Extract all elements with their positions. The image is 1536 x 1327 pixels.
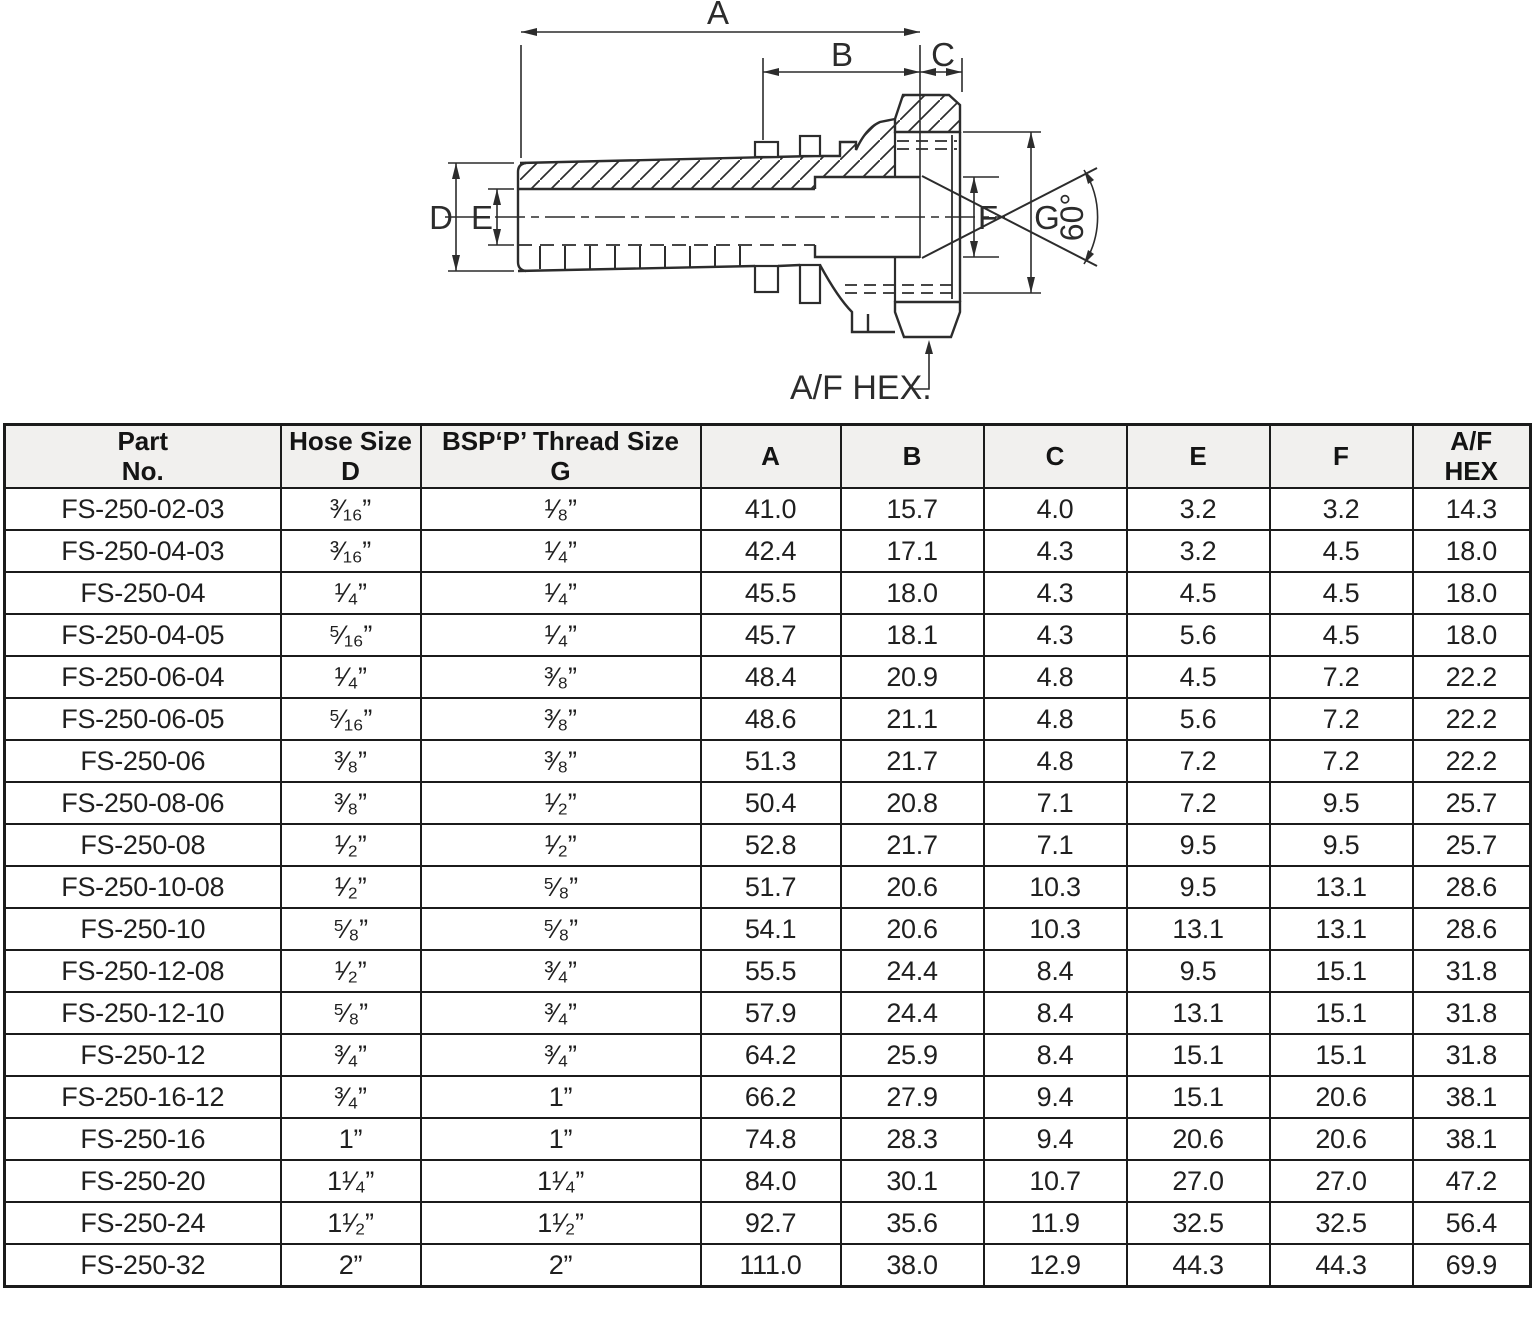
value-cell: 27.0 xyxy=(1127,1160,1270,1202)
part-number-cell: FS-250-08 xyxy=(5,824,281,866)
value-cell: ¹⁄₄” xyxy=(421,572,701,614)
value-cell: 4.3 xyxy=(984,530,1127,572)
dim-label-d: D xyxy=(429,199,453,236)
value-cell: 3.2 xyxy=(1127,530,1270,572)
table-row xyxy=(5,824,1531,866)
part-number-cell: FS-250-02-03 xyxy=(5,488,281,530)
value-cell: 66.2 xyxy=(701,1076,841,1118)
part-number-cell: FS-250-20 xyxy=(5,1160,281,1202)
value-cell: 1” xyxy=(421,1076,701,1118)
dim-label-f: F xyxy=(977,199,999,236)
value-cell: 2” xyxy=(421,1244,701,1287)
value-cell: 50.4 xyxy=(701,782,841,824)
value-cell: 28.6 xyxy=(1413,866,1531,908)
dim-label-c: C xyxy=(931,36,955,73)
value-cell: 13.1 xyxy=(1270,866,1413,908)
table-row xyxy=(5,950,1531,992)
value-cell: 18.0 xyxy=(841,572,984,614)
value-cell: 13.1 xyxy=(1127,908,1270,950)
dim-label-g: G xyxy=(1034,199,1060,236)
column-header: Hose Size D xyxy=(281,425,421,489)
value-cell: 3.2 xyxy=(1270,488,1413,530)
value-cell: 48.6 xyxy=(701,698,841,740)
value-cell: ¹⁄₄” xyxy=(281,656,421,698)
part-number-cell: FS-250-08-06 xyxy=(5,782,281,824)
value-cell: 21.1 xyxy=(841,698,984,740)
part-number-cell: FS-250-06 xyxy=(5,740,281,782)
value-cell: ³⁄₈” xyxy=(421,740,701,782)
value-cell: 64.2 xyxy=(701,1034,841,1076)
value-cell: 45.5 xyxy=(701,572,841,614)
column-header: A xyxy=(701,425,841,489)
part-number-cell: FS-250-24 xyxy=(5,1202,281,1244)
value-cell: 21.7 xyxy=(841,740,984,782)
cone-angle-label: 60° xyxy=(1054,192,1090,242)
value-cell: 38.1 xyxy=(1413,1076,1531,1118)
value-cell: 30.1 xyxy=(841,1160,984,1202)
value-cell: ³⁄₄” xyxy=(421,1034,701,1076)
column-header: F xyxy=(1270,425,1413,489)
value-cell: 13.1 xyxy=(1127,992,1270,1034)
column-header: Part No. xyxy=(5,425,281,489)
value-cell: 69.9 xyxy=(1413,1244,1531,1287)
value-cell: 42.4 xyxy=(701,530,841,572)
value-cell: 7.1 xyxy=(984,782,1127,824)
value-cell: 28.6 xyxy=(1413,908,1531,950)
value-cell: ⁵⁄₈” xyxy=(421,908,701,950)
parts-dimension-table xyxy=(3,423,1532,1288)
value-cell: 74.8 xyxy=(701,1118,841,1160)
part-number-cell: FS-250-06-05 xyxy=(5,698,281,740)
value-cell: 47.2 xyxy=(1413,1160,1531,1202)
value-cell: 4.5 xyxy=(1270,572,1413,614)
value-cell: ⁵⁄₈” xyxy=(281,992,421,1034)
value-cell: 8.4 xyxy=(984,1034,1127,1076)
value-cell: 56.4 xyxy=(1413,1202,1531,1244)
dimension-arrowheads xyxy=(452,28,1094,354)
value-cell: 20.9 xyxy=(841,656,984,698)
value-cell: 7.2 xyxy=(1270,740,1413,782)
value-cell: 9.4 xyxy=(984,1118,1127,1160)
value-cell: 24.4 xyxy=(841,992,984,1034)
value-cell: 2” xyxy=(281,1244,421,1287)
value-cell: 45.7 xyxy=(701,614,841,656)
value-cell: 7.2 xyxy=(1127,782,1270,824)
part-number-cell: FS-250-12 xyxy=(5,1034,281,1076)
part-number-cell: FS-250-10 xyxy=(5,908,281,950)
dim-label-b: B xyxy=(830,36,854,73)
table-row xyxy=(5,656,1531,698)
value-cell: 44.3 xyxy=(1270,1244,1413,1287)
value-cell: 7.2 xyxy=(1270,698,1413,740)
column-header: B xyxy=(841,425,984,489)
value-cell: 55.5 xyxy=(701,950,841,992)
table-row xyxy=(5,908,1531,950)
value-cell: 25.7 xyxy=(1413,824,1531,866)
column-header: E xyxy=(1127,425,1270,489)
value-cell: 11.9 xyxy=(984,1202,1127,1244)
value-cell: 4.8 xyxy=(984,740,1127,782)
value-cell: ⁵⁄₈” xyxy=(281,908,421,950)
table-row xyxy=(5,992,1531,1034)
value-cell: 10.3 xyxy=(984,908,1127,950)
value-cell: ¹⁄₈” xyxy=(421,488,701,530)
value-cell: 4.8 xyxy=(984,698,1127,740)
table-row xyxy=(5,1034,1531,1076)
part-number-cell: FS-250-12-08 xyxy=(5,950,281,992)
part-number-cell: FS-250-04-05 xyxy=(5,614,281,656)
value-cell: ³⁄₁₆” xyxy=(281,488,421,530)
value-cell: 9.5 xyxy=(1270,782,1413,824)
value-cell: 5.6 xyxy=(1127,614,1270,656)
table-row xyxy=(5,1160,1531,1202)
value-cell: 57.9 xyxy=(701,992,841,1034)
value-cell: 48.4 xyxy=(701,656,841,698)
value-cell: 10.7 xyxy=(984,1160,1127,1202)
value-cell: 18.1 xyxy=(841,614,984,656)
value-cell: 22.2 xyxy=(1413,698,1531,740)
value-cell: ³⁄₄” xyxy=(281,1034,421,1076)
nut-outline xyxy=(895,302,960,337)
value-cell: 8.4 xyxy=(984,992,1127,1034)
table-header-row xyxy=(5,425,1531,489)
value-cell: 31.8 xyxy=(1413,950,1531,992)
value-cell: 3.2 xyxy=(1127,488,1270,530)
value-cell: 1¹⁄₄” xyxy=(281,1160,421,1202)
value-cell: 15.7 xyxy=(841,488,984,530)
value-cell: ³⁄₁₆” xyxy=(281,530,421,572)
value-cell: ⁵⁄₁₆” xyxy=(281,698,421,740)
value-cell: 18.0 xyxy=(1413,530,1531,572)
value-cell: 7.2 xyxy=(1270,656,1413,698)
af-hex-label: A/F HEX. xyxy=(790,369,932,407)
value-cell: 15.1 xyxy=(1270,992,1413,1034)
value-cell: ³⁄₈” xyxy=(281,782,421,824)
value-cell: 31.8 xyxy=(1413,992,1531,1034)
value-cell: ³⁄₄” xyxy=(421,950,701,992)
table-row xyxy=(5,1118,1531,1160)
value-cell: 38.1 xyxy=(1413,1118,1531,1160)
value-cell: 7.2 xyxy=(1127,740,1270,782)
value-cell: ¹⁄₂” xyxy=(281,866,421,908)
value-cell: ¹⁄₄” xyxy=(421,614,701,656)
value-cell: ³⁄₄” xyxy=(281,1076,421,1118)
value-cell: 14.3 xyxy=(1413,488,1531,530)
value-cell: 4.5 xyxy=(1270,530,1413,572)
table-row xyxy=(5,488,1531,530)
value-cell: 4.5 xyxy=(1127,572,1270,614)
value-cell: 9.5 xyxy=(1127,866,1270,908)
barb-serrations xyxy=(540,246,740,269)
value-cell: 15.1 xyxy=(1127,1034,1270,1076)
value-cell: 20.6 xyxy=(841,866,984,908)
value-cell: ¹⁄₂” xyxy=(281,950,421,992)
value-cell: 20.6 xyxy=(1270,1076,1413,1118)
value-cell: 111.0 xyxy=(701,1244,841,1287)
value-cell: 9.4 xyxy=(984,1076,1127,1118)
value-cell: 54.1 xyxy=(701,908,841,950)
value-cell: ⁵⁄₈” xyxy=(421,866,701,908)
value-cell: 4.5 xyxy=(1270,614,1413,656)
value-cell: 1¹⁄₂” xyxy=(281,1202,421,1244)
value-cell: 20.6 xyxy=(841,908,984,950)
value-cell: 32.5 xyxy=(1127,1202,1270,1244)
value-cell: 18.0 xyxy=(1413,614,1531,656)
table-row xyxy=(5,1244,1531,1287)
value-cell: 20.6 xyxy=(1270,1118,1413,1160)
column-header: C xyxy=(984,425,1127,489)
column-header: BSP‘P’ Thread Size G xyxy=(421,425,701,489)
part-number-cell: FS-250-16 xyxy=(5,1118,281,1160)
value-cell: 44.3 xyxy=(1127,1244,1270,1287)
part-number-cell: FS-250-06-04 xyxy=(5,656,281,698)
value-cell: 7.1 xyxy=(984,824,1127,866)
value-cell: 4.0 xyxy=(984,488,1127,530)
value-cell: 13.1 xyxy=(1270,908,1413,950)
dim-label-a: A xyxy=(706,0,730,31)
table-row xyxy=(5,614,1531,656)
table-row xyxy=(5,740,1531,782)
value-cell: 1” xyxy=(281,1118,421,1160)
value-cell: 5.6 xyxy=(1127,698,1270,740)
value-cell: 32.5 xyxy=(1270,1202,1413,1244)
value-cell: 20.6 xyxy=(1127,1118,1270,1160)
value-cell: 25.7 xyxy=(1413,782,1531,824)
value-cell: 84.0 xyxy=(701,1160,841,1202)
value-cell: 24.4 xyxy=(841,950,984,992)
value-cell: ¹⁄₂” xyxy=(421,824,701,866)
value-cell: 21.7 xyxy=(841,824,984,866)
value-cell: ¹⁄₄” xyxy=(281,572,421,614)
value-cell: 10.3 xyxy=(984,866,1127,908)
value-cell: ¹⁄₂” xyxy=(421,782,701,824)
value-cell: 27.0 xyxy=(1270,1160,1413,1202)
value-cell: 1” xyxy=(421,1118,701,1160)
table-row xyxy=(5,782,1531,824)
value-cell: 4.3 xyxy=(984,614,1127,656)
value-cell: ³⁄₈” xyxy=(421,698,701,740)
value-cell: ³⁄₈” xyxy=(421,656,701,698)
value-cell: 15.1 xyxy=(1127,1076,1270,1118)
fitting-technical-drawing xyxy=(0,0,1536,421)
table-row xyxy=(5,572,1531,614)
value-cell: 8.4 xyxy=(984,950,1127,992)
value-cell: 52.8 xyxy=(701,824,841,866)
value-cell: 12.9 xyxy=(984,1244,1127,1287)
value-cell: 51.3 xyxy=(701,740,841,782)
table-row xyxy=(5,530,1531,572)
value-cell: 4.5 xyxy=(1127,656,1270,698)
value-cell: 35.6 xyxy=(841,1202,984,1244)
value-cell: ¹⁄₂” xyxy=(281,824,421,866)
value-cell: 41.0 xyxy=(701,488,841,530)
value-cell: ³⁄₈” xyxy=(281,740,421,782)
technical-drawing-section xyxy=(0,0,1536,421)
column-header: A/F HEX xyxy=(1413,425,1531,489)
part-number-cell: FS-250-10-08 xyxy=(5,866,281,908)
value-cell: 18.0 xyxy=(1413,572,1531,614)
part-number-cell: FS-250-04-03 xyxy=(5,530,281,572)
value-cell: 28.3 xyxy=(841,1118,984,1160)
value-cell: 9.5 xyxy=(1127,824,1270,866)
value-cell: 22.2 xyxy=(1413,656,1531,698)
value-cell: 15.1 xyxy=(1270,950,1413,992)
value-cell: 4.8 xyxy=(984,656,1127,698)
value-cell: 92.7 xyxy=(701,1202,841,1244)
table-row xyxy=(5,1202,1531,1244)
value-cell: 38.0 xyxy=(841,1244,984,1287)
value-cell: 15.1 xyxy=(1270,1034,1413,1076)
value-cell: 4.3 xyxy=(984,572,1127,614)
value-cell: 9.5 xyxy=(1270,824,1413,866)
dim-label-e: E xyxy=(470,199,494,236)
value-cell: 22.2 xyxy=(1413,740,1531,782)
part-number-cell: FS-250-32 xyxy=(5,1244,281,1287)
value-cell: 1¹⁄₄” xyxy=(421,1160,701,1202)
part-number-cell: FS-250-16-12 xyxy=(5,1076,281,1118)
value-cell: 27.9 xyxy=(841,1076,984,1118)
value-cell: ⁵⁄₁₆” xyxy=(281,614,421,656)
value-cell: 51.7 xyxy=(701,866,841,908)
value-cell: 1¹⁄₂” xyxy=(421,1202,701,1244)
value-cell: 17.1 xyxy=(841,530,984,572)
value-cell: 25.9 xyxy=(841,1034,984,1076)
value-cell: 9.5 xyxy=(1127,950,1270,992)
part-number-cell: FS-250-04 xyxy=(5,572,281,614)
value-cell: 31.8 xyxy=(1413,1034,1531,1076)
table-row xyxy=(5,1076,1531,1118)
part-number-cell: FS-250-12-10 xyxy=(5,992,281,1034)
value-cell: ¹⁄₄” xyxy=(421,530,701,572)
table-row xyxy=(5,866,1531,908)
table-row xyxy=(5,698,1531,740)
value-cell: 20.8 xyxy=(841,782,984,824)
value-cell: ³⁄₄” xyxy=(421,992,701,1034)
